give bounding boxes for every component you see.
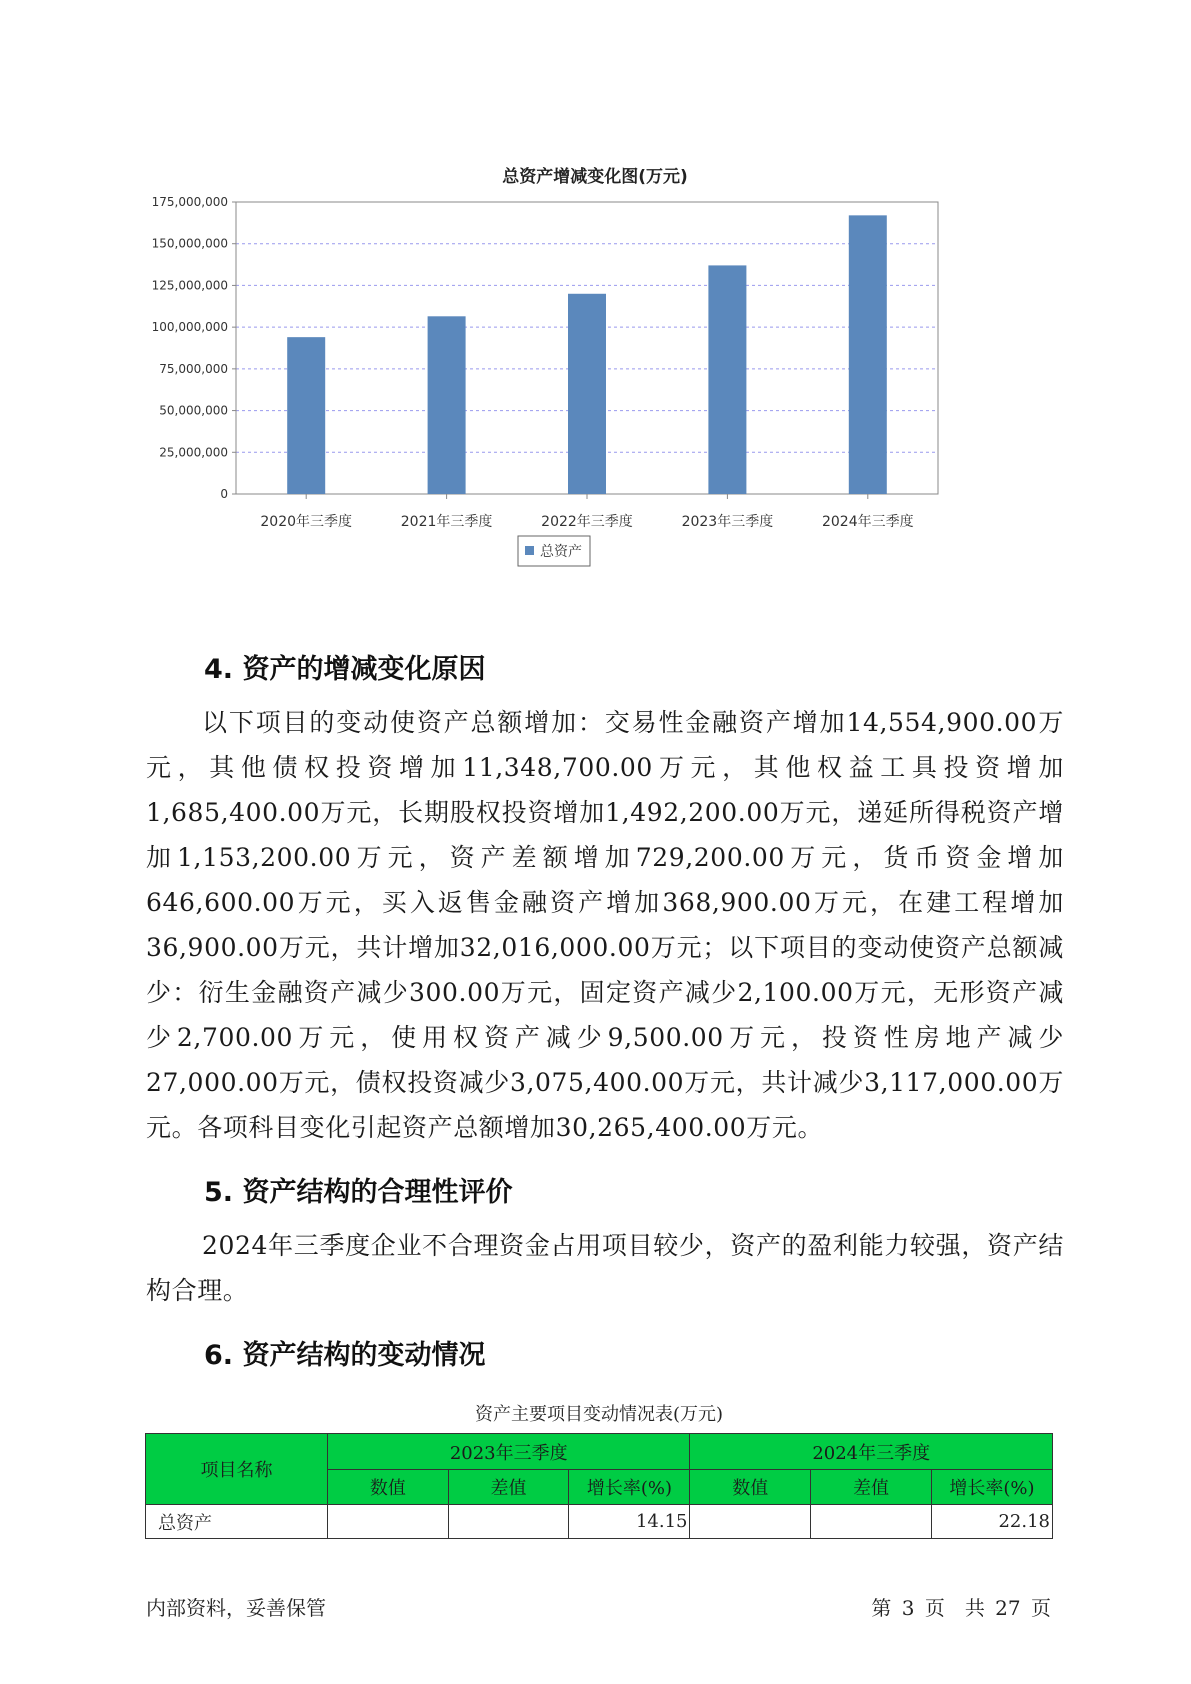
footer-page-number: 第 3 页 共 27 页 bbox=[871, 1596, 1051, 1620]
row-value-2023-cell bbox=[328, 1505, 449, 1539]
header-value-2023: 数值 bbox=[328, 1470, 449, 1505]
bar bbox=[568, 294, 606, 494]
header-value-2024: 数值 bbox=[690, 1470, 811, 1505]
x-axis-ticks bbox=[260, 494, 913, 530]
section-5-title: 5. 资产结构的合理性评价 bbox=[204, 1177, 513, 1208]
header-period-2023: 2023年三季度 bbox=[328, 1434, 690, 1470]
header-rate-2023: 增长率(%) bbox=[569, 1470, 690, 1505]
y-tick-label: 50,000,000 bbox=[159, 403, 228, 418]
row-value-2024-cell bbox=[690, 1505, 811, 1539]
x-tick-label: 2021年三季度 bbox=[400, 514, 493, 530]
row-diff-2024-cell bbox=[811, 1505, 932, 1539]
x-tick-label: 2020年三季度 bbox=[260, 514, 353, 530]
footer-confidential-note: 内部资料，妥善保管 bbox=[146, 1596, 326, 1620]
header-item-name: 项目名称 bbox=[146, 1434, 328, 1505]
row-rate-2024-cell: 22.18 bbox=[931, 1505, 1052, 1539]
bar bbox=[849, 215, 887, 494]
y-tick-label: 125,000,000 bbox=[151, 278, 228, 293]
y-tick-label: 0 bbox=[220, 487, 228, 501]
legend-label: 总资产 bbox=[540, 544, 582, 560]
x-tick-label: 2022年三季度 bbox=[541, 514, 633, 530]
bar bbox=[287, 337, 325, 494]
section-5-body: 2024年三季度企业不合理资金占用项目较少，资产的盈利能力较强，资产结构合理。 bbox=[146, 1231, 1064, 1305]
table-row bbox=[146, 1505, 1053, 1539]
header-diff-2023: 差值 bbox=[448, 1470, 569, 1505]
header-diff-2024: 差值 bbox=[811, 1470, 932, 1505]
legend-swatch bbox=[525, 546, 534, 555]
x-tick-label: 2023年三季度 bbox=[681, 514, 774, 530]
y-tick-label: 175,000,000 bbox=[151, 195, 228, 209]
header-rate-2024: 增长率(%) bbox=[931, 1470, 1052, 1505]
table-caption: 资产主要项目变动情况表(万元) bbox=[474, 1404, 724, 1425]
y-tick-label: 150,000,000 bbox=[151, 236, 228, 251]
y-tick-label: 75,000,000 bbox=[159, 361, 228, 376]
asset-change-table bbox=[145, 1433, 1053, 1539]
row-name-cell: 总资产 bbox=[146, 1505, 328, 1539]
y-tick-label: 25,000,000 bbox=[159, 445, 228, 460]
row-diff-2023-cell bbox=[448, 1505, 569, 1539]
section-4-title: 4. 资产的增减变化原因 bbox=[204, 654, 486, 685]
row-rate-2023-cell: 14.15 bbox=[569, 1505, 690, 1539]
section-4-body: 以下项目的变动使资产总额增加：交易性金融资产增加14,554,900.00万元，其他债权投资增加11,348,700.00万元，其他权益工具投资增加1,685,400.00万元，长期股权投资增加1,492,200.00万元，递延所得税资产增加1,153,200.00万元，资产差额增加729,200.00万元，货币资金增加646,600.00万元，买入返售金融资产增加368,900.00万元，在建工程增加36,900.00万元，共计增加32,016,000.00万元；以下项目的变动使资产总额减少：衍生金融资产减少300.00万元，固定资产减少2,100.00万元，无形资产减少2,700.00万元，使用权资产减少9,500.00万元，投资性房地产减少27,000.00万元，债权投资减少3,075,400.00万元，共计减少3,117,000.00万元。各项科目变化引起资产总额增加30,265,400.00万元。 bbox=[146, 708, 1064, 1142]
bar bbox=[708, 265, 746, 494]
y-tick-label: 100,000,000 bbox=[151, 320, 228, 335]
y-axis-ticks bbox=[152, 195, 236, 501]
x-tick-label: 2024年三季度 bbox=[821, 514, 914, 530]
header-period-2024: 2024年三季度 bbox=[690, 1434, 1053, 1470]
section-6-title: 6. 资产结构的变动情况 bbox=[204, 1340, 486, 1371]
bar bbox=[428, 316, 466, 494]
chart-legend bbox=[518, 536, 590, 566]
total-assets-bar-chart bbox=[151, 167, 1030, 630]
chart-title: 总资产增减变化图(万元) bbox=[502, 167, 688, 187]
